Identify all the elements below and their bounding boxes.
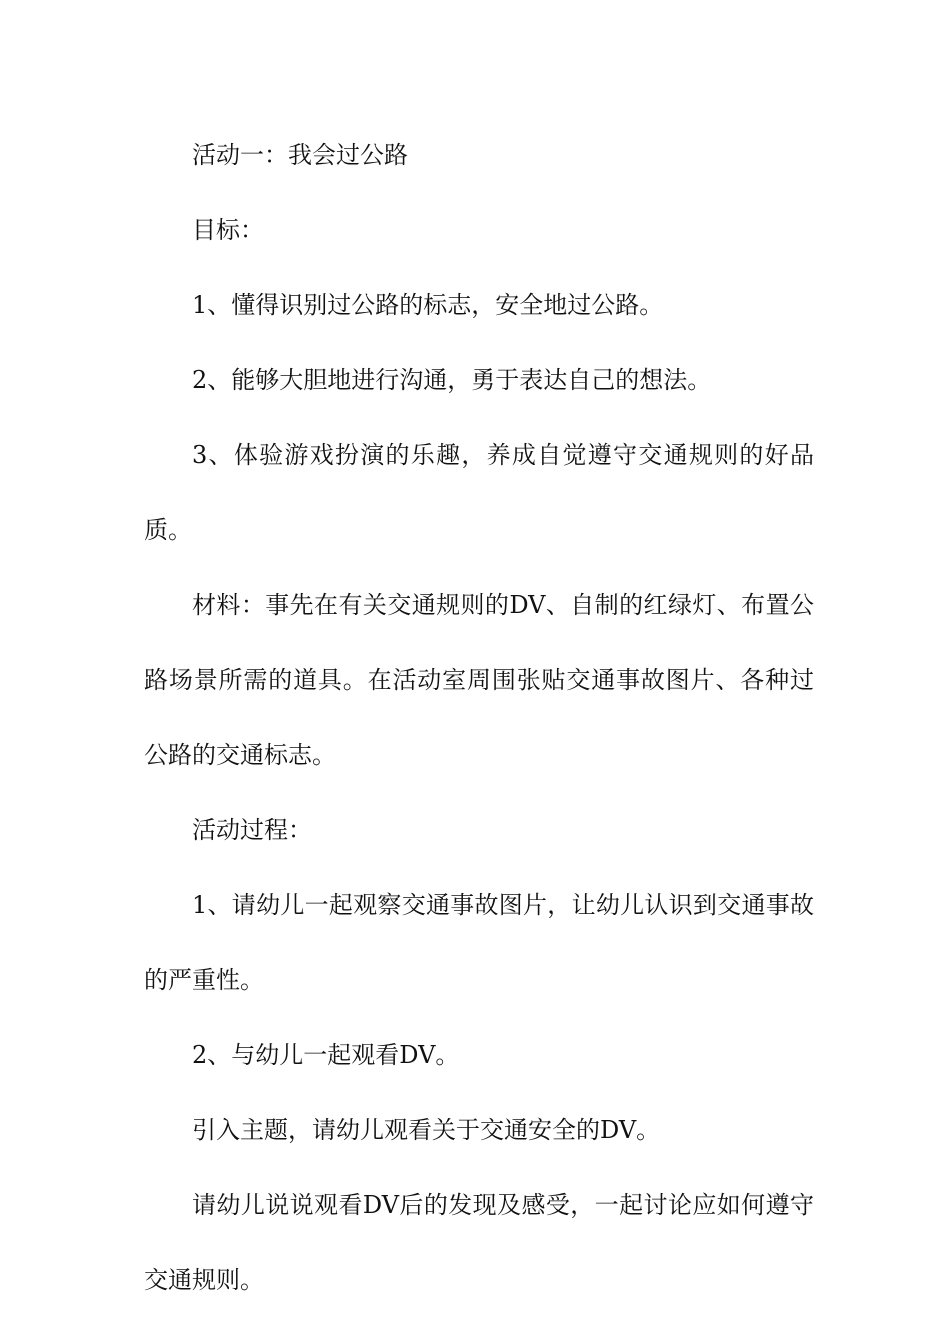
document-page (144, 118, 814, 1318)
goal-item-1: 1、懂得识别过公路的标志，安全地过公路。 (192, 291, 664, 319)
activity-title: 活动一：我会过公路 (192, 141, 408, 169)
process-discussion-paragraph: 请幼儿说说观看DV后的发现及感受，一起讨论应如何遵守交通规则。 (144, 1191, 814, 1294)
process-heading: 活动过程： (192, 816, 312, 844)
materials-paragraph: 材料：事先在有关交通规则的DV、自制的红绿灯、布置公路场景所需的道具。在活动室周围张贴交通事故图片、各种过公路的交通标志。 (144, 591, 814, 769)
process-step-1: 1、请幼儿一起观察交通事故图片，让幼儿认识到交通事故的严重性。 (144, 891, 814, 994)
goal-item-3: 3、体验游戏扮演的乐趣，养成自觉遵守交通规则的好品质。 (144, 441, 814, 544)
goals-heading: 目标： (192, 216, 264, 244)
process-intro-paragraph: 引入主题，请幼儿观看关于交通安全的DV。 (192, 1116, 661, 1144)
goal-item-2: 2、能够大胆地进行沟通，勇于表达自己的想法。 (192, 366, 712, 394)
process-step-2: 2、与幼儿一起观看DV。 (192, 1041, 460, 1069)
